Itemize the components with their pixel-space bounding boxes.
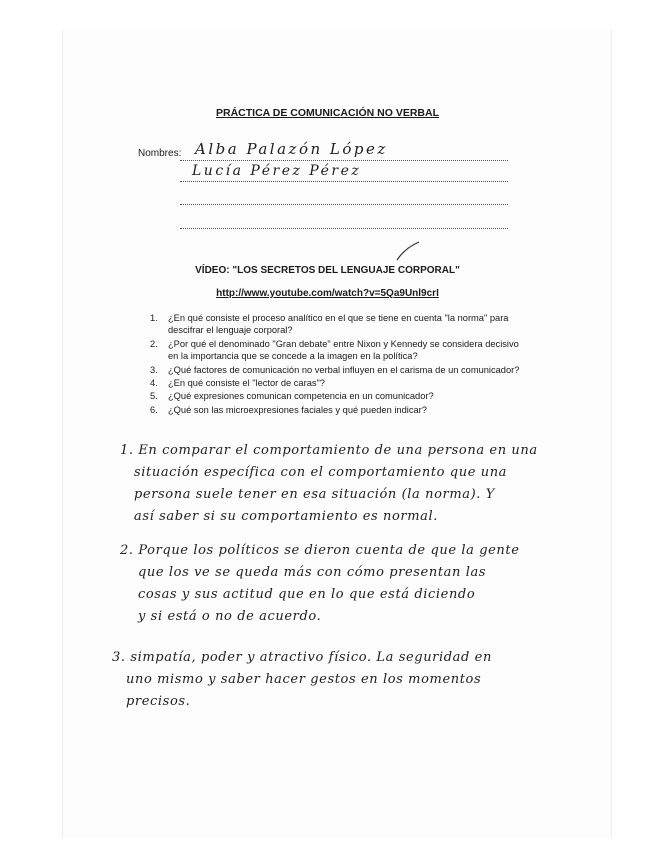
name-line-2: [180, 181, 508, 182]
video-link[interactable]: http://www.youtube.com/watch?v=5Qa9Unl9crI: [216, 288, 439, 299]
student-name-1: Alba Palazón López: [195, 140, 388, 158]
question-item: 5. ¿Qué expresiones comunican competencia en un comunicador?: [150, 391, 434, 402]
names-label: Nombres:: [138, 148, 182, 159]
answer-line: 2. Porque los políticos se dieron cuenta de que la gente: [120, 543, 520, 558]
answer-line: cosas y sus actitud que en lo que está diciendo: [138, 587, 476, 602]
answer-line: persona suele tener en esa situación (la norma). Y: [134, 487, 495, 502]
name-line-1: [180, 160, 508, 161]
video-title: VÍDEO: "LOS SECRETOS DEL LENGUAJE CORPORAL": [195, 265, 460, 276]
answer-1: [120, 443, 540, 531]
answer-line: precisos.: [126, 694, 191, 709]
answer-line: y si está o no de acuerdo.: [138, 609, 322, 624]
question-item: 1. ¿En qué consiste el proceso analítico en el que se tiene en cuenta "la norma" para descifrar el lenguaje corporal?: [150, 313, 509, 336]
question-list: [150, 312, 530, 417]
checkmark-icon: [395, 240, 421, 262]
question-item: 3. ¿Qué factores de comunicación no verbal influyen en el carisma de un comunicador?: [150, 364, 520, 375]
page-title: PRÁCTICA DE COMUNICACIÓN NO VERBAL: [215, 107, 440, 119]
name-line-4: [180, 228, 508, 229]
student-name-2: Lucía Pérez Pérez: [192, 163, 362, 179]
answer-line: que los ve se queda más con cómo presentan las: [138, 565, 487, 580]
answer-line: 3. simpatía, poder y atractivo físico. La seguridad en: [112, 650, 492, 665]
answer-line: uno mismo y saber hacer gestos en los momentos: [126, 672, 482, 687]
question-item: 4. ¿En qué consiste el "lector de caras"?: [150, 378, 325, 389]
answer-2: [120, 543, 540, 631]
show-through-text: [190, 75, 191, 76]
answer-line: situación específica con el comportamiento que una: [134, 465, 508, 480]
answer-3: [112, 650, 540, 716]
question-item: 2. ¿Por qué el denominado "Gran debate" entre Nixon y Kennedy se considera decisivo en la importancia que se concede a la imagen en la política?: [150, 338, 519, 362]
answer-line: así saber si su comportamiento es normal.: [134, 509, 439, 524]
question-item: 6. ¿Qué son las microexpresiones faciales y qué pueden indicar?: [150, 404, 427, 415]
name-line-3: [180, 204, 508, 205]
answer-line: 1. En comparar el comportamiento de una persona en una: [120, 443, 538, 458]
